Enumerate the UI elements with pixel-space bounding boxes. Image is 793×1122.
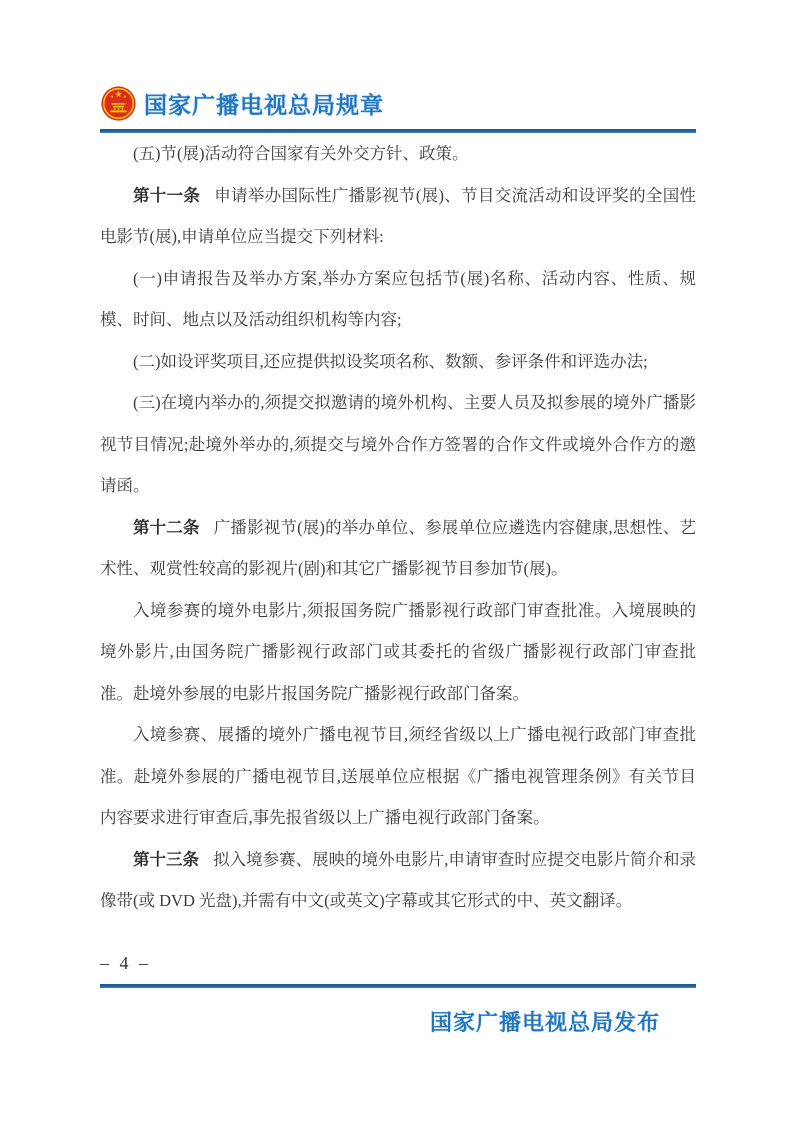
document-body: [100, 133, 696, 922]
paragraph-text: (五)节(展)活动符合国家有关外交方针、政策。: [133, 144, 469, 163]
national-emblem-icon: [100, 85, 137, 122]
paragraph-item-2: [100, 341, 696, 383]
article-13-label: 第十三条: [133, 849, 200, 869]
page-header: [100, 84, 696, 122]
paragraph-text: 广播影视节(展)的举办单位、参展单位应遴选内容健康,思想性、艺术性、观赏性较高的影视片(剧)和其它广播影视节目参加节(展)。: [100, 517, 697, 578]
paragraph-article-12: [100, 507, 696, 590]
header-title: 国家广播电视总局规章: [144, 91, 384, 118]
publisher-label: 国家广播电视总局发布: [429, 1009, 660, 1035]
paragraph-item-1: [100, 258, 696, 341]
paragraph-text: 拟入境参赛、展映的境外电影片,申请审查时应提交电影片简介和录像带(或 DVD 光盘),并需有中文(或英文)字幕或其它形式的中、英文翻译。: [100, 849, 697, 910]
footer-rule: [100, 984, 696, 988]
paragraph-film-approval: [100, 590, 696, 715]
paragraph-clause-5: [100, 133, 696, 175]
article-12-label: 第十二条: [133, 517, 200, 537]
paragraph-article-11: [100, 175, 696, 258]
paragraph-text: (一)申请报告及举办方案,举办方案应包括节(展)名称、活动内容、性质、规模、时间、地点以及活动组织机构等内容;: [100, 268, 696, 329]
paragraph-article-13: [100, 839, 696, 922]
paragraph-text: (三)在境内举办的,须提交拟邀请的境外机构、主要人员及拟参展的境外广播影视节目情况;赴境外举办的,须提交与境外合作方签署的合作文件或境外合作方的邀请函。: [100, 393, 696, 495]
paragraph-text: (二)如设评奖项目,还应提供拟设奖项名称、数额、参评条件和评选办法;: [133, 351, 648, 371]
paragraph-text: 入境参赛的境外电影片,须报国务院广播影视行政部门审查批准。入境展映的境外影片,由国务院广播影视行政部门或其委托的省级广播影视行政部门审查批准。赴境外参展的电影片报国务院广播影视行政部门备案。: [100, 600, 696, 703]
article-11-label: 第十一条: [133, 185, 201, 205]
paragraph-text: 申请举办国际性广播影视节(展)、节目交流活动和设评奖的全国性电影节(展),申请单位应当提交下列材料:: [100, 185, 696, 246]
page-number: – 4 –: [100, 952, 151, 973]
paragraph-text: 入境参赛、展播的境外广播电视节目,须经省级以上广播电视行政部门审查批准。赴境外参展的广播电视节目,送展单位应根据《广播电视管理条例》有关节目内容要求进行审查后,事先报省级以上广播电视行政部门备案。: [100, 725, 696, 827]
paragraph-tv-approval: [100, 714, 696, 839]
paragraph-item-3: [100, 382, 696, 507]
